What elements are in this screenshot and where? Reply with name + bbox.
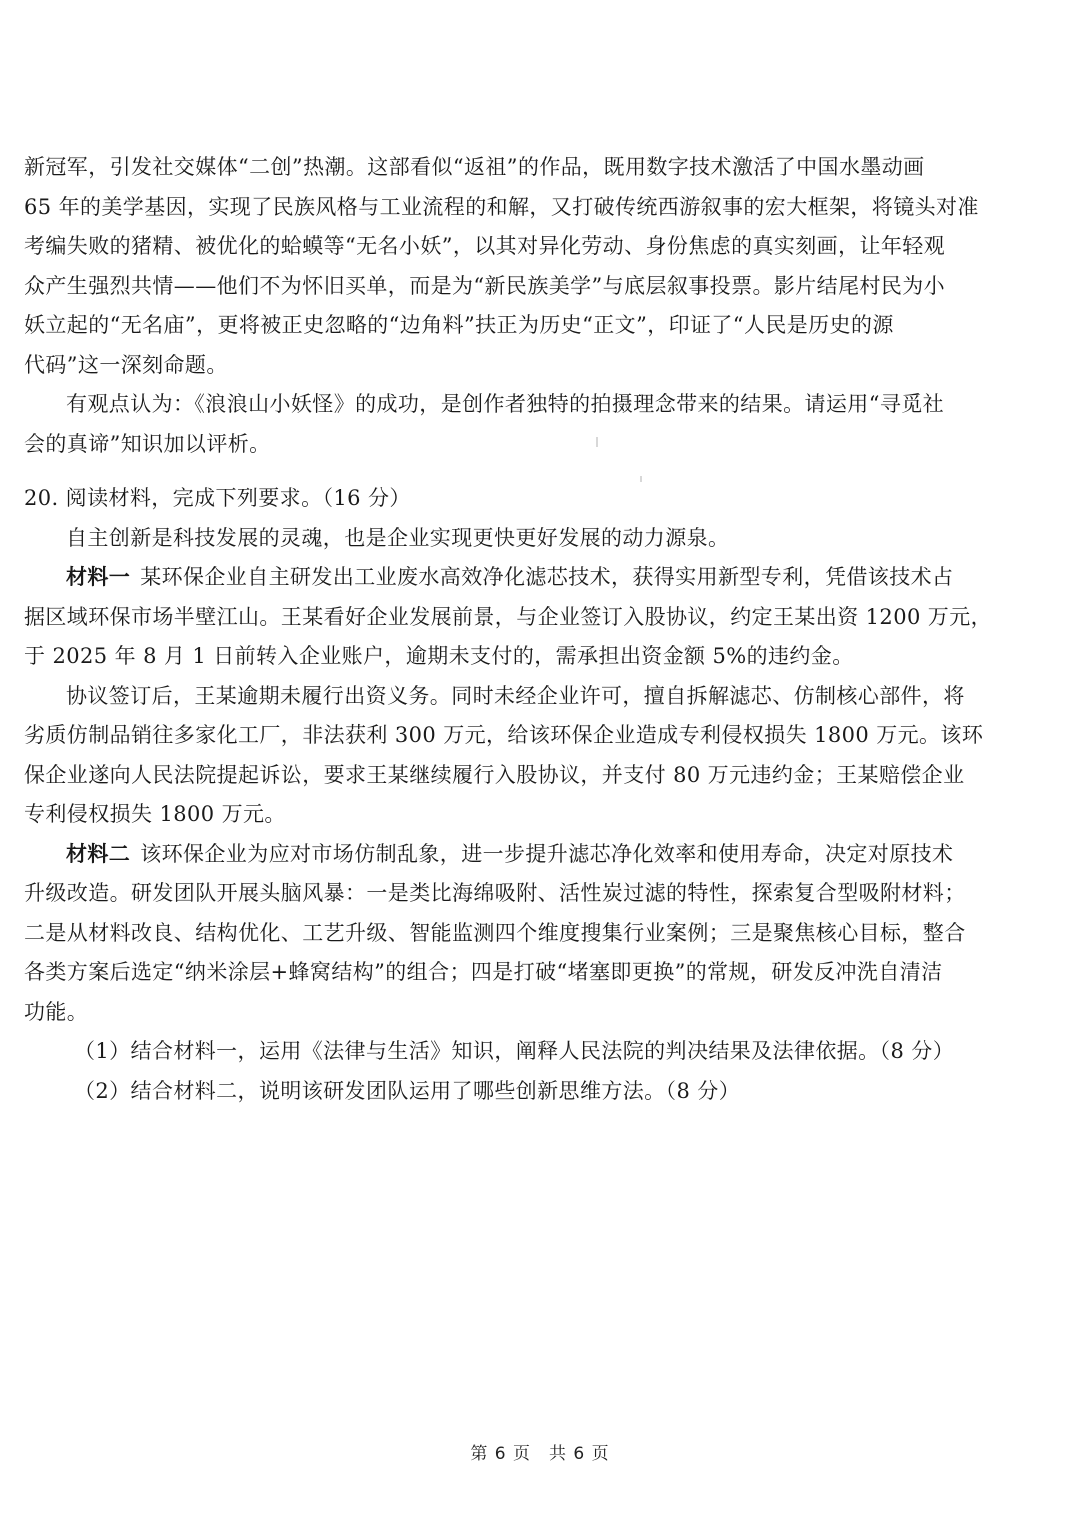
prompt-line: 会的真谛”知识加以评析。 xyxy=(24,431,271,456)
material-1 xyxy=(24,558,990,677)
material-2-text: 该环保企业为应对市场仿制乱象，进一步提升滤芯净化效率和使用寿命，决定对原技术 xyxy=(140,841,954,866)
passage-block xyxy=(24,148,990,385)
page-footer: 第 6 页 共 6 页 xyxy=(470,1444,610,1464)
question-20-intro: 自主创新是科技发展的灵魂，也是企业实现更快更好发展的动力源泉。 xyxy=(66,525,730,550)
material-1-continued xyxy=(24,677,990,835)
question-19-prompt xyxy=(24,385,990,464)
passage-line: 65 年的美学基因，实现了民族风格与工业流程的和解，又打破传统西游叙事的宏大框架，将镜头对准 xyxy=(24,194,979,219)
passage-line: 妖立起的“无名庙”，更将被正史忽略的“边角料”扶正为历史“正文”，印证了“人民是历史的源 xyxy=(24,313,894,337)
question-20 xyxy=(24,479,990,1111)
material-1-line: 于 2025 年 8 月 1 日前转入企业账户，逾期未支付的，需承担出资金额 5%的违约金。 xyxy=(24,644,854,668)
material-2-line: 功能。 xyxy=(24,999,89,1024)
material-1-cont-first-line: 协议签订后，王某逾期未履行出资义务。同时未经企业许可，擅自拆解滤芯、仿制核心部件，将 xyxy=(66,683,965,708)
material-2-line: 升级改造。研发团队开展头脑风暴：一是类比海绵吸附、活性炭过滤的特性，探索复合型吸附材料； xyxy=(24,881,966,905)
sub-question-1: （1）结合材料一，运用《法律与生活》知识，阐释人民法院的判决结果及法律依据。（8 分） xyxy=(74,1039,955,1063)
passage-line: 众产生强烈共情——他们不为怀旧买单，而是为“新民族美学”与底层叙事投票。影片结尾村民为小 xyxy=(24,273,946,298)
scan-speck xyxy=(596,437,598,447)
material-1-first-line xyxy=(24,558,990,598)
material-2 xyxy=(24,835,990,1033)
passage-line: 新冠军，引发社交媒体“二创”热潮。这部看似“返祖”的作品，既用数字技术激活了中国水墨动画 xyxy=(24,155,925,179)
material-2-label: 材料二 xyxy=(66,841,131,866)
material-1-cont-line: 专利侵权损失 1800 万元。 xyxy=(24,802,286,826)
passage-line: 代码”这一深刻命题。 xyxy=(24,352,228,377)
material-2-first-line xyxy=(24,835,990,875)
material-1-line: 据区域环保市场半壁江山。王某看好企业发展前景，与企业签订入股协议，约定王某出资 1200 万元， xyxy=(24,604,992,629)
page-content xyxy=(24,148,990,1111)
material-1-cont-line: 劣质仿制品销往多家化工厂，非法获利 300 万元，给该环保企业造成专利侵权损失 1800 万元。该环 xyxy=(24,723,984,747)
material-1-label: 材料一 xyxy=(66,565,131,589)
prompt-line: 有观点认为：《浪浪山小妖怪》的成功，是创作者独特的拍摄理念带来的结果。请运用“寻觅社 xyxy=(66,392,945,416)
material-2-line: 各类方案后选定“纳米涂层+蜂窝结构”的组合；四是打破“堵塞即更换”的常规，研发反冲洗自清洁 xyxy=(24,960,943,984)
question-20-header: 20. 阅读材料，完成下列要求。（16 分） xyxy=(24,486,411,510)
sub-questions xyxy=(24,1032,990,1111)
sub-question-2: （2）结合材料二，说明该研发团队运用了哪些创新思维方法。（8 分） xyxy=(74,1078,741,1103)
scan-speck xyxy=(640,476,642,482)
passage-line: 考编失败的猪精、被优化的蛤蟆等“无名小妖”，以其对异化劳动、身份焦虑的真实刻画，让年轻观 xyxy=(24,234,946,258)
material-2-line: 二是从材料改良、结构优化、工艺升级、智能监测四个维度搜集行业案例；三是聚焦核心目标，整合 xyxy=(24,920,966,945)
material-1-text: 某环保企业自主研发出工业废水高效净化滤芯技术，获得实用新型专利，凭借该技术占 xyxy=(140,565,954,589)
material-1-cont-line: 保企业遂向人民法院提起诉讼，要求王某继续履行入股协议，并支付 80 万元违约金；王某赔偿企业 xyxy=(24,762,965,787)
